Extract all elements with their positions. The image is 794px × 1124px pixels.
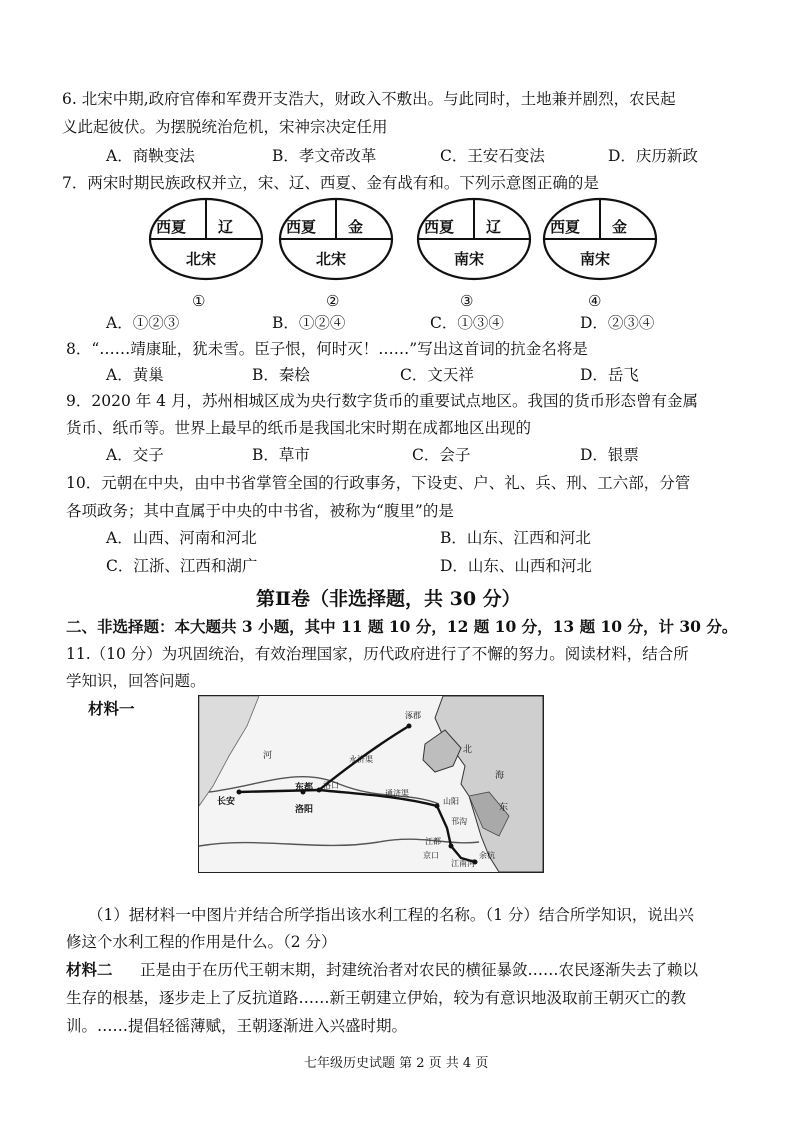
map-label-dongdu: 东都 bbox=[295, 783, 314, 793]
material2-line1: 正是由于在历代王朝末期，封建统治者对农民的横征暴敛……农民逐渐失去了赖以 bbox=[140, 961, 699, 979]
diagram-4-left: 西夏 bbox=[550, 218, 581, 236]
map-label-tong: 通济渠 bbox=[385, 789, 409, 798]
diagram-2-bottom: 北宋 bbox=[316, 250, 347, 268]
q6-option-d: D．庆历新政 bbox=[608, 147, 698, 165]
diagram-2 bbox=[276, 196, 396, 306]
q11-sub1-line1: （1）据材料一中图片并结合所学指出该水利工程的名称。（1 分）结合所学知识，说出兴 bbox=[88, 906, 694, 924]
canal-map bbox=[198, 695, 544, 873]
q8-option-d: D．岳飞 bbox=[580, 366, 639, 384]
diagram-1 bbox=[146, 196, 266, 306]
part2-intro: 二、非选择题：本大题共 3 小题，其中 11 题 10 分，12 题 10 分，13 题 10 分，计 30 分。 bbox=[66, 617, 738, 636]
diagram-4-right: 金 bbox=[612, 218, 628, 236]
canal-map-drawing bbox=[199, 696, 543, 872]
diagram-4-circle bbox=[540, 196, 660, 286]
map-label-hai: 海 bbox=[495, 771, 505, 781]
map-label-han: 邗沟 bbox=[451, 817, 467, 826]
material2-label: 材料二 bbox=[66, 960, 113, 979]
q6-line2: 义此起彼伏。为摆脱统治危机，宋神宗决定任用 bbox=[62, 118, 388, 136]
q10-option-a: A．山西、河南和河北 bbox=[106, 529, 257, 547]
q11-sub1-line2: 修这个水利工程的作用是什么。（2 分） bbox=[66, 933, 337, 951]
diagram-2-right: 金 bbox=[348, 218, 364, 236]
q6-option-a: A．商鞅变法 bbox=[106, 147, 195, 165]
diagram-4-num: ④ bbox=[588, 292, 602, 310]
diagram-1-bottom: 北宋 bbox=[186, 250, 217, 268]
map-label-luokou: 洛口 bbox=[323, 781, 339, 790]
q10-option-b: B．山东、江西和河北 bbox=[440, 529, 591, 547]
q8-line1: 8．“……靖康耻，犹未雪。臣子恨，何时灭！……”写出这首词的抗金名将是 bbox=[66, 340, 588, 358]
q10-line2: 各项政务；其中直属于中央的中书省，被称为“腹里”的是 bbox=[66, 502, 454, 520]
map-label-shanyang: 山阳 bbox=[443, 797, 459, 806]
q7-line1: 7．两宋时期民族政权并立，宋、辽、西夏、金有战有和。下列示意图正确的是 bbox=[62, 174, 599, 192]
diagram-3-right: 辽 bbox=[486, 218, 502, 236]
diagram-2-num: ② bbox=[326, 292, 340, 310]
map-label-jingkou: 京口 bbox=[423, 851, 439, 860]
diagram-4-bottom: 南宋 bbox=[580, 250, 611, 268]
q6-option-c: C．王安石变法 bbox=[440, 147, 545, 165]
map-label-he: 河 bbox=[263, 751, 273, 761]
q8-option-a: A．黄巢 bbox=[106, 366, 164, 384]
map-label-dong: 东 bbox=[499, 803, 509, 813]
q9-line2: 货币、纸币等。世界上最早的纸币是我国北宋时期在成都地区出现的 bbox=[66, 419, 532, 437]
map-label-bei: 北 bbox=[463, 745, 473, 755]
q7-option-c: C．①③④ bbox=[430, 314, 504, 332]
map-label-changan: 长安 bbox=[217, 797, 236, 807]
diagram-1-left: 西夏 bbox=[156, 218, 187, 236]
diagram-2-left: 西夏 bbox=[286, 218, 317, 236]
map-label-jiangnan: 江南河 bbox=[451, 859, 475, 868]
q6-line1: 6. 北宋中期,政府官俸和军费开支浩大，财政入不敷出。与此同时，土地兼并剧烈，农民起 bbox=[62, 90, 676, 108]
map-label-yong: 永济渠 bbox=[349, 755, 373, 764]
diagram-3-num: ③ bbox=[460, 292, 474, 310]
part2-title: 第Ⅱ卷（非选择题，共 30 分） bbox=[256, 588, 521, 610]
diagram-3-bottom: 南宋 bbox=[454, 250, 485, 268]
map-label-yuhang: 余杭 bbox=[479, 851, 495, 860]
q9-line1: 9．2020 年 4 月，苏州相城区成为央行数字货币的重要试点地区。我国的货币形态曾有金属 bbox=[66, 392, 698, 410]
material1-label: 材料一 bbox=[88, 699, 135, 718]
q11-line2: 学知识，回答问题。 bbox=[66, 672, 206, 690]
diagram-1-num: ① bbox=[192, 292, 206, 310]
q8-option-b: B．秦桧 bbox=[252, 366, 310, 384]
diagram-2-circle bbox=[276, 196, 396, 286]
diagram-3-left: 西夏 bbox=[424, 218, 455, 236]
q9-option-a: A．交子 bbox=[106, 446, 164, 464]
diagram-4 bbox=[540, 196, 660, 306]
q9-option-b: B．草市 bbox=[252, 446, 310, 464]
q6-option-b: B．孝文帝改革 bbox=[272, 147, 377, 165]
material2-line2: 生存的根基，逐步走上了反抗道路……新王朝建立伊始，较为有意识地汲取前王朝灭亡的教 bbox=[66, 989, 687, 1007]
map-label-luoyang: 洛阳 bbox=[295, 805, 314, 815]
q7-option-a: A．①②③ bbox=[106, 314, 180, 332]
map-label-zhuojun: 涿郡 bbox=[405, 711, 421, 720]
q9-option-c: C．会子 bbox=[412, 446, 471, 464]
map-label-jiangdu: 江都 bbox=[425, 837, 441, 846]
q7-option-d: D．②③④ bbox=[580, 314, 655, 332]
diagram-3 bbox=[414, 196, 534, 306]
material2-line3: 训。……提倡轻徭薄赋，王朝逐渐进入兴盛时期。 bbox=[66, 1017, 408, 1035]
q10-option-c: C．江浙、江西和湖广 bbox=[106, 557, 258, 575]
q10-option-d: D．山东、山西和河北 bbox=[440, 557, 592, 575]
q9-option-d: D．银票 bbox=[580, 446, 639, 464]
diagram-1-circle bbox=[146, 196, 266, 286]
diagram-1-right: 辽 bbox=[218, 218, 234, 236]
q7-option-b: B．①②④ bbox=[272, 314, 346, 332]
q10-line1: 10．元朝在中央，由中书省掌管全国的行政事务，下设吏、户、礼、兵、刑、工六部，分管 bbox=[66, 474, 691, 492]
page-footer: 七年级历史试题 第 2 页 共 4 页 bbox=[304, 1056, 489, 1071]
q11-line1: 11.（10 分）为巩固统治，有效治理国家，历代政府进行了不懈的努力。阅读材料，结合所 bbox=[66, 645, 689, 663]
q8-option-c: C．文天祥 bbox=[400, 366, 474, 384]
diagram-3-circle bbox=[414, 196, 534, 286]
